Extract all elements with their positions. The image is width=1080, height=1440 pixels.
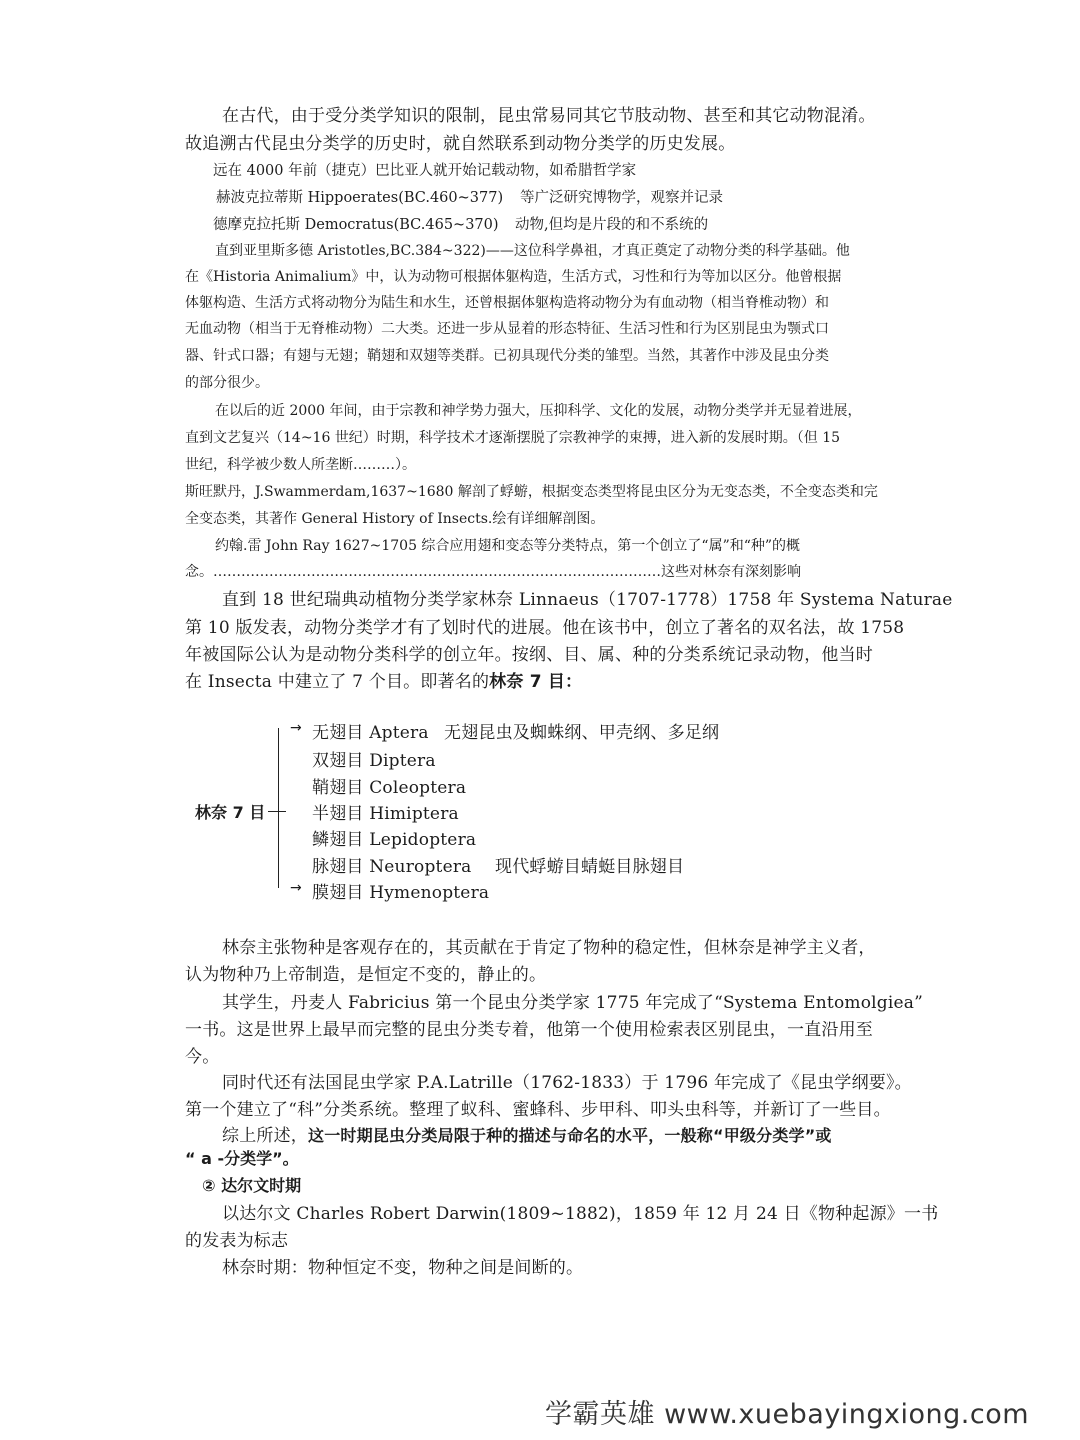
text-line: 世纪，科学被少数人所垄断………）。 — [185, 457, 416, 473]
text-line: 在《Historia Animalium》中，认为动物可根据体躯构造，生活方式，习性和行为等加以区分。他曾根据 — [185, 269, 842, 285]
text-line: 全变态类，其著作 General History of Insects.绘有详细解剖图。 — [185, 511, 605, 527]
text-line — [222, 1121, 832, 1146]
text-line: 约翰.雷 John Ray 1627~1705 综合应用翅和变态等分类特点，第一个创立了“属”和“种”的概 — [215, 538, 801, 554]
text-span: 综上所述， — [222, 1126, 308, 1146]
text-line: 无血动物（相当于无脊椎动物）二大类。还进一步从显着的形态特征、生活习性和行为区别昆虫为颚式口 — [185, 321, 829, 337]
arrow-right-icon: → — [290, 880, 302, 896]
tree-item-note: 现代蜉蝣目蜻蜓目脉翅目 — [495, 857, 685, 877]
text-line: 一书。这是世界上最早而完整的昆虫分类专着，他第一个使用检索表区别昆虫，一直沿用至 — [185, 1020, 873, 1040]
text-line: 其学生，丹麦人 Fabricius 第一个昆虫分类学家 1775 年完成了“Systema Entomolgiea” — [222, 993, 923, 1013]
tree-item: 鞘翅目 Coleoptera — [312, 778, 467, 798]
tree-item: 鳞翅目 Lepidoptera — [312, 830, 477, 850]
text-line: 体躯构造、生活方式将动物分为陆生和水生，还曾根据体躯构造将动物分为有血动物（相当脊椎动物）和 — [185, 295, 829, 311]
text-line: 动物,但均是片段的和不系统的 — [515, 217, 709, 233]
text-line: 今。 — [185, 1047, 220, 1067]
text-line: 第一个建立了“科”分类系统。整理了蚁科、蜜蜂科、步甲科、叩头虫科等，并新订了一些目。 — [185, 1100, 891, 1120]
tree-item: 双翅目 Diptera — [312, 751, 436, 771]
text-line: 的部分很少。 — [185, 375, 269, 391]
bold-text: 林奈 7 目： — [489, 672, 583, 692]
text-line: 直到 18 世纪瑞典动植物分类学家林奈 Linnaeus（1707-1778）1758 年 Systema Naturae — [222, 590, 953, 610]
tree-item: 脉翅目 Neuroptera — [312, 857, 472, 877]
text-line: 林奈主张物种是客观存在的，其贡献在于肯定了物种的稳定性，但林奈是神学主义者， — [222, 938, 876, 958]
text-line: 德摩克拉托斯 Democratus(BC.465~370) — [213, 217, 499, 233]
text-line: 故追溯古代昆虫分类学的历史时，就自然联系到动物分类学的历史发展。 — [185, 134, 736, 154]
text-line: 直到文艺复兴（14~16 世纪）时期，科学技术才逐渐摆脱了宗教神学的束搏，进入新的发展时期。（但 15 — [185, 430, 841, 446]
tree-item: 半翅目 Himiptera — [312, 804, 459, 824]
tree-item: 膜翅目 Hymenoptera — [312, 883, 490, 903]
text-line: 器、针式口器；有翅与无翅；鞘翅和双翅等类群。已初具现代分类的雏型。当然，其著作中涉及昆虫分类 — [185, 348, 829, 364]
text-line: 第 10 版发表，动物分类学才有了划时代的进展。他在该书中，创立了著名的双名法，故 1758 — [185, 618, 905, 638]
text-line: 认为物种乃上帝制造，是恒定不变的，静止的。 — [185, 965, 547, 985]
text-line: 斯旺默丹，J.Swammerdam,1637~1680 解剖了蜉蝣，根据变态类型将昆虫区分为无变态类，不全变态类和完 — [185, 484, 878, 500]
text-line: 同时代还有法国昆虫学家 P.A.Latrille（1762-1833）于 1796 年完成了《昆虫学纲要》。 — [222, 1073, 912, 1093]
text-line: 在古代，由于受分类学知识的限制，昆虫常易同其它节肢动物、甚至和其它动物混淆。 — [222, 106, 876, 126]
bold-text: “ a -分类学”。 — [185, 1149, 299, 1168]
text-line: 年被国际公认为是动物分类科学的创立年。按纲、目、属、种的分类系统记录动物，他当时 — [185, 645, 873, 665]
text-line: 念。……………………………………………………………………………………这些对林奈有深刻影响 — [185, 564, 801, 580]
tree-bracket — [278, 728, 293, 888]
tree-root-label: 林奈 7 目 — [195, 803, 266, 822]
text-line: 远在 4000 年前（捷克）巴比亚人就开始记载动物，如希腊哲学家 — [213, 163, 637, 179]
text-line: 等广泛研究博物学，观察并记录 — [520, 190, 723, 206]
text-line — [185, 667, 582, 692]
text-line: 的发表为标志 — [185, 1231, 289, 1251]
section-heading: ② 达尔文时期 — [202, 1176, 302, 1195]
text-line: 在以后的近 2000 年间，由于宗教和神学势力强大，压抑科学、文化的发展，动物分类学并无显着进展， — [215, 403, 862, 419]
arrow-right-icon: → — [290, 720, 302, 736]
text-line: 林奈时期：物种恒定不变，物种之间是间断的。 — [222, 1258, 584, 1278]
site-watermark: 学霸英雄 www.xuebayingxiong.com — [545, 1399, 1030, 1430]
tree-item: 无翅目 Aptera — [312, 723, 429, 743]
text-span: 在 Insecta 中建立了 7 个目。即著名的 — [185, 672, 490, 692]
text-line: 以达尔文 Charles Robert Darwin(1809~1882)，1859 年 12 月 24 日《物种起源》一书 — [222, 1204, 939, 1224]
tree-item-note: 无翅昆虫及蜘蛛纲、甲壳纲、多足纲 — [444, 723, 720, 743]
bold-text: 这一时期昆虫分类局限于种的描述与命名的水平，一般称“甲级分类学”或 — [308, 1126, 832, 1145]
text-line: 赫波克拉蒂斯 Hippoerates(BC.460~377) — [216, 190, 504, 206]
text-line: 直到亚里斯多德 Aristotles,BC.384~322)——这位科学鼻祖，才真正奠定了动物分类的科学基础。他 — [215, 243, 850, 259]
